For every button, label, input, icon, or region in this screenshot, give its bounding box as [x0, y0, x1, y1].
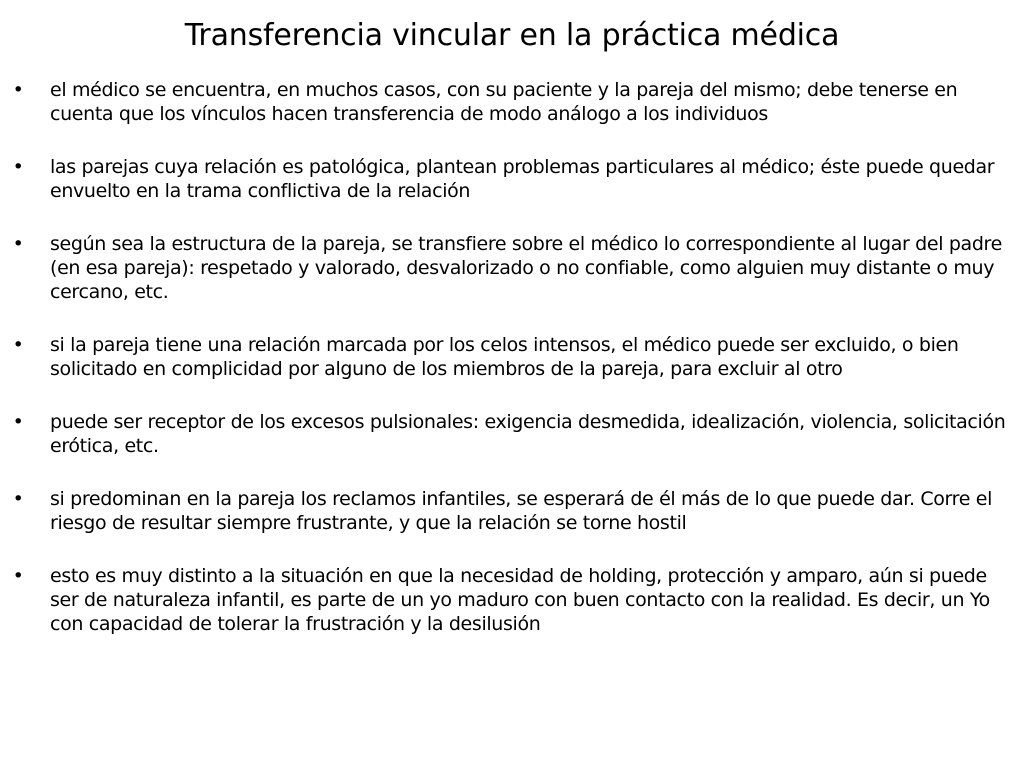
- bullet-text: si la pareja tiene una relación marcada por los celos intensos, el médico puede ser excluido, o bien solicitado en complicidad por alguno de los miembros de la pareja, para excluir al otro: [50, 334, 959, 380]
- bullet-text: el médico se encuentra, en muchos casos, con su paciente y la pareja del mismo; debe tenerse en cuenta que los vínculos hacen transferencia de modo análogo a los individuos: [50, 79, 958, 125]
- bullet-text: según sea la estructura de la pareja, se transfiere sobre el médico lo correspondiente al lugar del padre (en esa pareja): respetado y valorado, desvalorizado o no confiable, como alguien muy distante o muy cercano, etc.: [50, 233, 1002, 303]
- bullet-text: puede ser receptor de los excesos pulsionales: exigencia desmedida, idealización, violencia, solicitación erótica, etc.: [50, 411, 1006, 457]
- bullet-item: [0, 487, 1024, 535]
- bullet-marker: •: [12, 565, 24, 587]
- bullet-text: si predominan en la pareja los reclamos infantiles, se esperará de él más de lo que puede dar. Corre el riesgo de resultar siempre frustrante, y que la relación se torne hostil: [50, 488, 993, 534]
- bullet-text: las parejas cuya relación es patológica, plantean problemas particulares al médico; éste puede quedar envuelto en la trama conflictiva de la relación: [50, 156, 995, 202]
- bullet-item: [0, 564, 1024, 636]
- bullet-item: [0, 333, 1024, 381]
- bullet-marker: •: [12, 334, 24, 356]
- bullet-marker: •: [12, 79, 24, 101]
- bullet-marker: •: [12, 488, 24, 510]
- slide-title: Transferencia vincular en la práctica médica: [184, 18, 840, 53]
- bullet-text: esto es muy distinto a la situación en que la necesidad de holding, protección y amparo, aún si puede ser de naturaleza infantil, es parte de un yo maduro con buen contacto con la realidad. Es decir, un Yo con capacidad de tolerar la frustración y la desilusión: [50, 565, 990, 635]
- bullet-item: [0, 78, 1024, 126]
- bullet-item: [0, 155, 1024, 203]
- bullet-marker: •: [12, 411, 24, 433]
- bullet-item: [0, 410, 1024, 458]
- bullet-marker: •: [12, 156, 24, 178]
- bullet-marker: •: [12, 233, 24, 255]
- bullet-item: [0, 232, 1024, 304]
- bullet-list: [0, 78, 1024, 665]
